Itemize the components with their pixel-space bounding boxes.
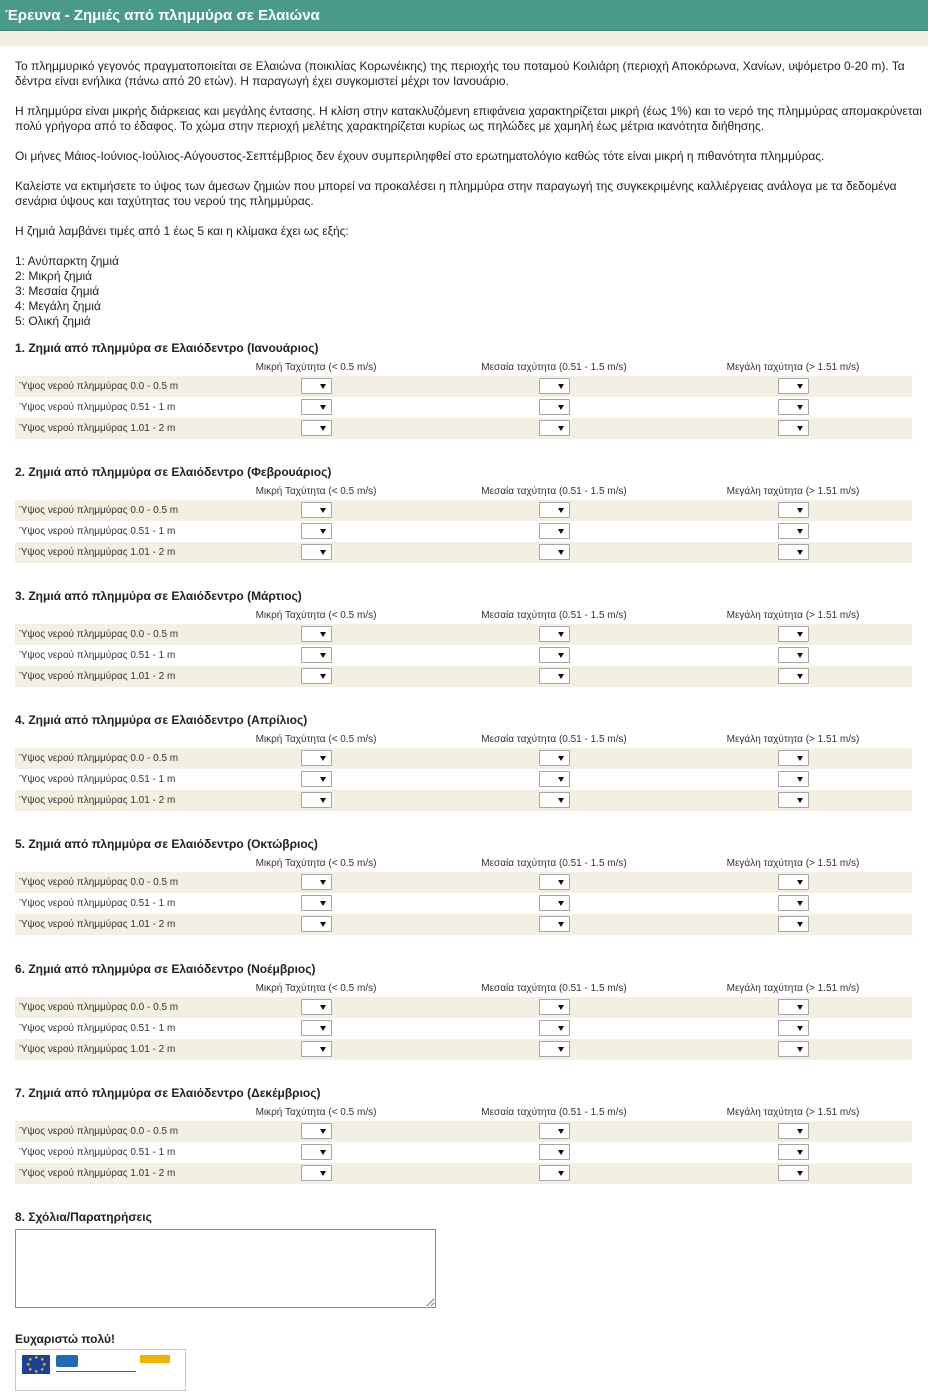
- row-label: Ύψος νερού πλημμύρας 0.51 - 1 m: [19, 650, 176, 661]
- damage-select[interactable]: [539, 792, 570, 808]
- dropdown-arrow-icon: [797, 1150, 803, 1155]
- dropdown-arrow-icon: [797, 756, 803, 761]
- column-header-medium-speed: Μεσαία ταχύτητα (0.51 - 1.5 m/s): [481, 362, 627, 373]
- comments-section: [15, 1210, 436, 1308]
- damage-select[interactable]: [778, 1144, 809, 1160]
- header-band: [0, 31, 928, 46]
- matrix-row: [15, 893, 912, 914]
- question-block: [15, 589, 912, 687]
- damage-select[interactable]: [301, 502, 332, 518]
- matrix-row: [15, 542, 912, 563]
- damage-select[interactable]: [778, 1041, 809, 1057]
- row-label: Ύψος νερού πλημμύρας 0.0 - 0.5 m: [19, 753, 179, 764]
- dropdown-arrow-icon: [797, 777, 803, 782]
- row-label: Ύψος νερού πλημμύρας 1.01 - 2 m: [19, 671, 176, 682]
- damage-select[interactable]: [301, 1041, 332, 1057]
- dropdown-arrow-icon: [558, 798, 564, 803]
- column-header-low-speed: Μικρή Ταχύτητα (< 0.5 m/s): [255, 362, 377, 373]
- damage-select[interactable]: [301, 874, 332, 890]
- dropdown-arrow-icon: [558, 632, 564, 637]
- matrix-row: [15, 872, 912, 893]
- damage-select[interactable]: [778, 874, 809, 890]
- damage-select[interactable]: [301, 544, 332, 560]
- dropdown-arrow-icon: [797, 405, 803, 410]
- dropdown-arrow-icon: [558, 550, 564, 555]
- damage-select[interactable]: [539, 1165, 570, 1181]
- dropdown-arrow-icon: [320, 1150, 326, 1155]
- question-block: [15, 341, 912, 439]
- matrix-row: [15, 914, 912, 935]
- column-header-medium-speed: Μεσαία ταχύτητα (0.51 - 1.5 m/s): [481, 1107, 627, 1118]
- row-label: Ύψος νερού πλημμύρας 1.01 - 2 m: [19, 423, 176, 434]
- question-title: 1. Ζημιά από πλημμύρα σε Ελαιόδεντρο (Ιανουάριος): [15, 341, 319, 355]
- matrix-row: [15, 376, 912, 397]
- row-label: Ύψος νερού πλημμύρας 0.51 - 1 m: [19, 526, 176, 537]
- dropdown-arrow-icon: [797, 798, 803, 803]
- row-label: Ύψος νερού πλημμύρας 0.0 - 0.5 m: [19, 505, 179, 516]
- row-label: Ύψος νερού πλημμύρας 0.51 - 1 m: [19, 898, 176, 909]
- column-headers: [15, 362, 912, 376]
- damage-select[interactable]: [301, 792, 332, 808]
- question-title: 6. Ζημιά από πλημμύρα σε Ελαιόδεντρο (Νοέμβριος): [15, 962, 316, 976]
- matrix-row: [15, 645, 912, 666]
- row-label: Ύψος νερού πλημμύρας 1.01 - 2 m: [19, 919, 176, 930]
- column-header-medium-speed: Μεσαία ταχύτητα (0.51 - 1.5 m/s): [481, 610, 627, 621]
- damage-select[interactable]: [539, 544, 570, 560]
- dropdown-arrow-icon: [558, 901, 564, 906]
- intro-paragraph-4: Καλείστε να εκτιμήσετε το ύψος των άμεσων ζημιών που μπορεί να προκαλέσει η πλημμύρα στην παραγωγή της συγκεκριμένης καλλιέργειας ανάλογα με τα δεδομένα σενάρια ύψους και ταχύτητας του νερού της πλημμύρας.: [15, 179, 897, 208]
- dropdown-arrow-icon: [797, 901, 803, 906]
- dropdown-arrow-icon: [320, 508, 326, 513]
- damage-select[interactable]: [539, 502, 570, 518]
- question-title: 7. Ζημιά από πλημμύρα σε Ελαιόδεντρο (Δεκέμβριος): [15, 1086, 321, 1100]
- question-title: 5. Ζημιά από πλημμύρα σε Ελαιόδεντρο (Οκτώβριος): [15, 837, 318, 851]
- dropdown-arrow-icon: [320, 1026, 326, 1031]
- dropdown-arrow-icon: [797, 922, 803, 927]
- question-block: [15, 465, 912, 563]
- damage-select[interactable]: [778, 378, 809, 394]
- matrix-row: [15, 1142, 912, 1163]
- dropdown-arrow-icon: [558, 777, 564, 782]
- dropdown-arrow-icon: [320, 529, 326, 534]
- dropdown-arrow-icon: [558, 384, 564, 389]
- damage-select[interactable]: [778, 750, 809, 766]
- damage-select[interactable]: [778, 895, 809, 911]
- damage-select[interactable]: [778, 999, 809, 1015]
- row-label: Ύψος νερού πλημμύρας 1.01 - 2 m: [19, 795, 176, 806]
- dropdown-arrow-icon: [320, 550, 326, 555]
- matrix-row: [15, 748, 912, 769]
- damage-select[interactable]: [539, 1041, 570, 1057]
- row-label: Ύψος νερού πλημμύρας 1.01 - 2 m: [19, 1168, 176, 1179]
- row-label: Ύψος νερού πλημμύρας 0.51 - 1 m: [19, 1147, 176, 1158]
- scale-item: 3: Μεσαία ζημιά: [15, 284, 100, 298]
- dropdown-arrow-icon: [558, 756, 564, 761]
- damage-select[interactable]: [539, 999, 570, 1015]
- programme-mark-icon: [56, 1355, 78, 1367]
- dropdown-arrow-icon: [320, 405, 326, 410]
- dropdown-arrow-icon: [797, 508, 803, 513]
- page-title: Έρευνα - Ζημιές από πλημμύρα σε Ελαιώνα: [5, 7, 320, 24]
- dropdown-arrow-icon: [320, 426, 326, 431]
- damage-select[interactable]: [778, 1165, 809, 1181]
- dropdown-arrow-icon: [320, 922, 326, 927]
- page-header: [0, 0, 928, 31]
- damage-select[interactable]: [301, 750, 332, 766]
- damage-select[interactable]: [301, 1165, 332, 1181]
- column-header-high-speed: Μεγάλη ταχύτητα (> 1.51 m/s): [726, 734, 860, 745]
- question-block: [15, 962, 912, 1060]
- scale-item: 2: Μικρή ζημιά: [15, 269, 93, 283]
- dropdown-arrow-icon: [797, 1026, 803, 1031]
- funding-logos: [15, 1349, 186, 1391]
- matrix-row: [15, 418, 912, 439]
- damage-select[interactable]: [301, 1123, 332, 1139]
- damage-select[interactable]: [539, 1144, 570, 1160]
- damage-select[interactable]: [778, 647, 809, 663]
- damage-select[interactable]: [539, 523, 570, 539]
- damage-select[interactable]: [778, 420, 809, 436]
- damage-select[interactable]: [778, 544, 809, 560]
- row-label: Ύψος νερού πλημμύρας 1.01 - 2 m: [19, 547, 176, 558]
- damage-select[interactable]: [301, 999, 332, 1015]
- damage-select[interactable]: [539, 750, 570, 766]
- question-title: 4. Ζημιά από πλημμύρα σε Ελαιόδεντρο (Απρίλιος): [15, 713, 308, 727]
- dropdown-arrow-icon: [320, 653, 326, 658]
- row-label: Ύψος νερού πλημμύρας 0.0 - 0.5 m: [19, 629, 179, 640]
- damage-select[interactable]: [539, 420, 570, 436]
- dropdown-arrow-icon: [320, 674, 326, 679]
- dropdown-arrow-icon: [558, 674, 564, 679]
- damage-select[interactable]: [539, 874, 570, 890]
- dropdown-arrow-icon: [558, 653, 564, 658]
- damage-select[interactable]: [778, 668, 809, 684]
- matrix-row: [15, 1018, 912, 1039]
- column-header-low-speed: Μικρή Ταχύτητα (< 0.5 m/s): [255, 858, 377, 869]
- damage-select[interactable]: [539, 647, 570, 663]
- dropdown-arrow-icon: [320, 1129, 326, 1134]
- dropdown-arrow-icon: [320, 777, 326, 782]
- eu-flag-logo: [20, 1355, 52, 1385]
- row-label: Ύψος νερού πλημμύρας 1.01 - 2 m: [19, 1044, 176, 1055]
- dropdown-arrow-icon: [558, 405, 564, 410]
- column-headers: [15, 858, 912, 872]
- damage-select[interactable]: [301, 1020, 332, 1036]
- column-headers: [15, 734, 912, 748]
- dropdown-arrow-icon: [797, 529, 803, 534]
- damage-select[interactable]: [778, 626, 809, 642]
- question-title: 3. Ζημιά από πλημμύρα σε Ελαιόδεντρο (Μάρτιος): [15, 589, 302, 603]
- column-header-high-speed: Μεγάλη ταχύτητα (> 1.51 m/s): [726, 486, 860, 497]
- comments-textarea[interactable]: [15, 1229, 436, 1308]
- question-block: [15, 1086, 912, 1184]
- damage-select[interactable]: [301, 378, 332, 394]
- dropdown-arrow-icon: [320, 756, 326, 761]
- damage-select[interactable]: [778, 502, 809, 518]
- row-label: Ύψος νερού πλημμύρας 0.0 - 0.5 m: [19, 381, 179, 392]
- scale-item: 5: Ολική ζημιά: [15, 314, 91, 328]
- damage-select[interactable]: [778, 1123, 809, 1139]
- row-label: Ύψος νερού πλημμύρας 0.51 - 1 m: [19, 774, 176, 785]
- column-header-high-speed: Μεγάλη ταχύτητα (> 1.51 m/s): [726, 362, 860, 373]
- dropdown-arrow-icon: [558, 1047, 564, 1052]
- comments-title: 8. Σχόλια/Παρατηρήσεις: [15, 1210, 152, 1224]
- column-headers: [15, 486, 912, 500]
- matrix-row: [15, 997, 912, 1018]
- row-label: Ύψος νερού πλημμύρας 0.0 - 0.5 m: [19, 1126, 179, 1137]
- damage-select[interactable]: [778, 399, 809, 415]
- row-label: Ύψος νερού πλημμύρας 0.0 - 0.5 m: [19, 877, 179, 888]
- dropdown-arrow-icon: [797, 426, 803, 431]
- dropdown-arrow-icon: [558, 529, 564, 534]
- damage-select[interactable]: [301, 626, 332, 642]
- damage-select[interactable]: [539, 1123, 570, 1139]
- dropdown-arrow-icon: [320, 1171, 326, 1176]
- damage-select[interactable]: [539, 1020, 570, 1036]
- dropdown-arrow-icon: [797, 1005, 803, 1010]
- dropdown-arrow-icon: [320, 1047, 326, 1052]
- eu-flag-icon: ★ ★ ★ ★ ★ ★ ★ ★: [22, 1355, 50, 1374]
- column-header-high-speed: Μεγάλη ταχύτητα (> 1.51 m/s): [726, 983, 860, 994]
- row-label: Ύψος νερού πλημμύρας 0.51 - 1 m: [19, 1023, 176, 1034]
- matrix-row: [15, 769, 912, 790]
- dropdown-arrow-icon: [558, 1005, 564, 1010]
- column-header-high-speed: Μεγάλη ταχύτητα (> 1.51 m/s): [726, 610, 860, 621]
- dropdown-arrow-icon: [558, 880, 564, 885]
- matrix-row: [15, 624, 912, 645]
- damage-select[interactable]: [778, 771, 809, 787]
- intro-paragraph-1: Το πλημμυρικό γεγονός πραγματοποιείται σε Ελαιώνα (ποικιλίας Κορωνέικης) της περιοχής του ποταμού Κοιλιάρη (περιοχή Αποκόρωνα, Χανίων, υψόμετρο 0-20 m). Τα δέντρα είναι ενήλικα (πάνω από 20 ετών). Η παραγωγή έχει συγκομιστεί μέχρι τον Ιανουάριο.: [15, 59, 905, 88]
- damage-select[interactable]: [778, 792, 809, 808]
- dropdown-arrow-icon: [797, 1171, 803, 1176]
- espa-logo: [140, 1355, 180, 1385]
- dropdown-arrow-icon: [558, 922, 564, 927]
- column-header-low-speed: Μικρή Ταχύτητα (< 0.5 m/s): [255, 610, 377, 621]
- dropdown-arrow-icon: [558, 426, 564, 431]
- damage-select[interactable]: [301, 1144, 332, 1160]
- dropdown-arrow-icon: [320, 901, 326, 906]
- matrix-row: [15, 1039, 912, 1060]
- dropdown-arrow-icon: [797, 1047, 803, 1052]
- thanks-text: Ευχαριστώ πολύ!: [15, 1332, 115, 1346]
- column-headers: [15, 983, 912, 997]
- damage-select[interactable]: [539, 916, 570, 932]
- column-header-high-speed: Μεγάλη ταχύτητα (> 1.51 m/s): [726, 858, 860, 869]
- damage-select[interactable]: [539, 771, 570, 787]
- row-label: Ύψος νερού πλημμύρας 0.0 - 0.5 m: [19, 1002, 179, 1013]
- damage-select[interactable]: [301, 399, 332, 415]
- matrix-row: [15, 790, 912, 811]
- column-header-low-speed: Μικρή Ταχύτητα (< 0.5 m/s): [255, 734, 377, 745]
- scale-item: 1: Ανύπαρκτη ζημιά: [15, 254, 119, 268]
- matrix-row: [15, 666, 912, 687]
- dropdown-arrow-icon: [797, 550, 803, 555]
- damage-select[interactable]: [539, 626, 570, 642]
- damage-select[interactable]: [778, 916, 809, 932]
- matrix-row: [15, 500, 912, 521]
- matrix-row: [15, 1121, 912, 1142]
- damage-select[interactable]: [301, 771, 332, 787]
- damage-select[interactable]: [301, 420, 332, 436]
- dropdown-arrow-icon: [558, 508, 564, 513]
- dropdown-arrow-icon: [320, 798, 326, 803]
- damage-select[interactable]: [301, 895, 332, 911]
- dropdown-arrow-icon: [797, 632, 803, 637]
- column-headers: [15, 610, 912, 624]
- column-header-medium-speed: Μεσαία ταχύτητα (0.51 - 1.5 m/s): [481, 858, 627, 869]
- dropdown-arrow-icon: [797, 1129, 803, 1134]
- intro-paragraph-5: Η ζημιά λαμβάνει τιμές από 1 έως 5 και η κλίμακα έχει ως εξής:: [15, 224, 349, 238]
- dropdown-arrow-icon: [797, 674, 803, 679]
- intro-paragraph-2: Η πλημμύρα είναι μικρής διάρκειας και μεγάλης έντασης. Η κλίση στην κατακλυζόμενη επιφάνεια χαρακτηρίζεται μικρή (έως 1%) και το νερό της πλημμύρας απομακρύνεται πολύ γρήγορα από το έδαφος. Το χώμα στην περιοχή μελέτης χαρακτηρίζεται κυρίως ως πηλώδες με χαμηλή έως μέτρια ικανότητα διήθησης.: [15, 104, 922, 133]
- damage-select[interactable]: [301, 668, 332, 684]
- damage-select[interactable]: [301, 523, 332, 539]
- dropdown-arrow-icon: [320, 632, 326, 637]
- row-label: Ύψος νερού πλημμύρας 0.51 - 1 m: [19, 402, 176, 413]
- column-header-high-speed: Μεγάλη ταχύτητα (> 1.51 m/s): [726, 1107, 860, 1118]
- damage-select[interactable]: [539, 399, 570, 415]
- column-header-medium-speed: Μεσαία ταχύτητα (0.51 - 1.5 m/s): [481, 486, 627, 497]
- matrix-row: [15, 397, 912, 418]
- dropdown-arrow-icon: [797, 653, 803, 658]
- column-header-medium-speed: Μεσαία ταχύτητα (0.51 - 1.5 m/s): [481, 734, 627, 745]
- question-block: [15, 837, 912, 935]
- dropdown-arrow-icon: [558, 1150, 564, 1155]
- damage-scale-list: [15, 254, 928, 329]
- intro-section: [0, 59, 928, 329]
- damage-select[interactable]: [301, 647, 332, 663]
- dropdown-arrow-icon: [797, 880, 803, 885]
- operational-programme-logo: [56, 1355, 136, 1385]
- damage-select[interactable]: [539, 668, 570, 684]
- column-header-low-speed: Μικρή Ταχύτητα (< 0.5 m/s): [255, 486, 377, 497]
- column-header-low-speed: Μικρή Ταχύτητα (< 0.5 m/s): [255, 1107, 377, 1118]
- matrix-row: [15, 521, 912, 542]
- damage-select[interactable]: [539, 895, 570, 911]
- question-title: 2. Ζημιά από πλημμύρα σε Ελαιόδεντρο (Φεβρουάριος): [15, 465, 332, 479]
- dropdown-arrow-icon: [320, 880, 326, 885]
- dropdown-arrow-icon: [320, 384, 326, 389]
- dropdown-arrow-icon: [797, 384, 803, 389]
- scale-item: 4: Μεγάλη ζημιά: [15, 299, 101, 313]
- dropdown-arrow-icon: [558, 1026, 564, 1031]
- damage-select[interactable]: [539, 378, 570, 394]
- column-header-medium-speed: Μεσαία ταχύτητα (0.51 - 1.5 m/s): [481, 983, 627, 994]
- damage-select[interactable]: [301, 916, 332, 932]
- damage-select[interactable]: [778, 1020, 809, 1036]
- column-header-low-speed: Μικρή Ταχύτητα (< 0.5 m/s): [255, 983, 377, 994]
- dropdown-arrow-icon: [558, 1129, 564, 1134]
- damage-select[interactable]: [778, 523, 809, 539]
- dropdown-arrow-icon: [558, 1171, 564, 1176]
- matrix-row: [15, 1163, 912, 1184]
- intro-paragraph-3: Οι μήνες Μάιος-Ιούνιος-Ιούλιος-Αύγουστος-Σεπτέμβριος δεν έχουν συμπεριληφθεί στο ερωτηματολόγιο καθώς τότε είναι μικρή η πιθανότητα πλημμύρας.: [15, 149, 825, 163]
- dropdown-arrow-icon: [320, 1005, 326, 1010]
- question-block: [15, 713, 912, 811]
- column-headers: [15, 1107, 912, 1121]
